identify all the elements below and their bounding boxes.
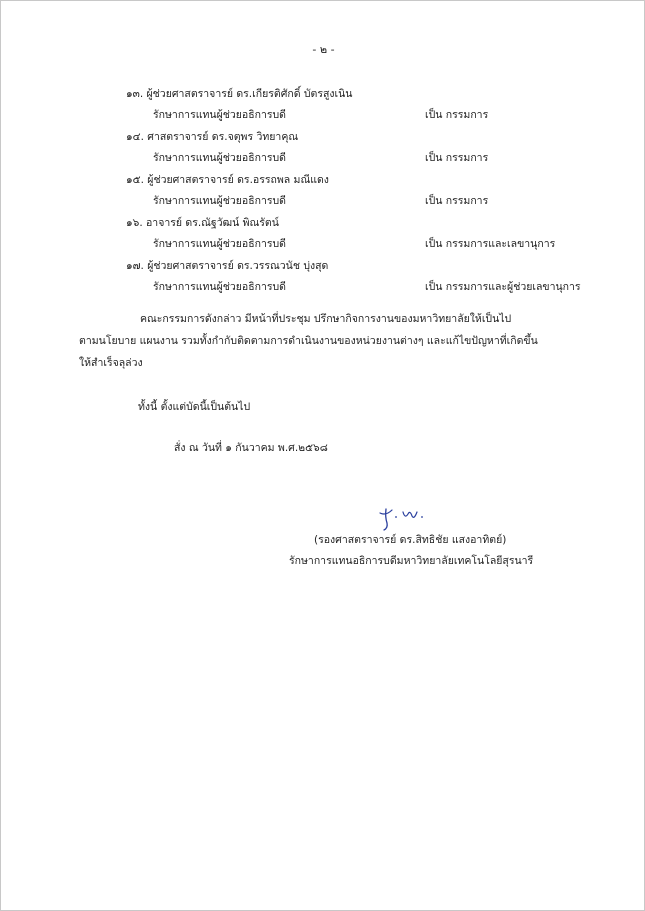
member-role: รักษาการแทนผู้ช่วยอธิการบดี — [153, 281, 286, 293]
member-position: เป็น กรรมการและเลขานุการ — [425, 238, 556, 250]
member-name: ๑๗. ผู้ช่วยศาสตราจารย์ ดร.วรรณวนัช บุ่งสุด — [126, 260, 329, 272]
member-name: ๑๔. ศาสตราจารย์ ดร.จตุพร วิทยาคุณ — [126, 131, 299, 143]
member-name: ๑๓. ผู้ช่วยศาสตราจารย์ ดร.เกียรติศักดิ์ บัตรสูงเนิน — [126, 88, 353, 100]
member-name: ๑๕. ผู้ช่วยศาสตราจารย์ ดร.อรรถพล มณีแดง — [126, 174, 329, 186]
member-role: รักษาการแทนผู้ช่วยอธิการบดี — [153, 238, 286, 250]
member-position: เป็น กรรมการและผู้ช่วยเลขานุการ — [425, 281, 581, 293]
duty-paragraph-line: ให้สำเร็จลุล่วง — [79, 357, 143, 369]
signer-name: (รองศาสตราจารย์ ดร.สิทธิชัย แสงอาทิตย์) — [314, 534, 507, 546]
duty-paragraph-line: คณะกรรมการดังกล่าว มีหน้าที่ประชุม ปรึกษากิจการงานของมหาวิทยาลัยให้เป็นไป — [140, 313, 512, 325]
member-role: รักษาการแทนผู้ช่วยอธิการบดี — [153, 109, 286, 121]
page-number: - ๒ - — [312, 43, 335, 56]
member-role: รักษาการแทนผู้ช่วยอธิการบดี — [153, 195, 286, 207]
effective-statement: ทั้งนี้ ตั้งแต่บัดนี้เป็นต้นไป — [138, 401, 251, 413]
duty-paragraph-line: ตามนโยบาย แผนงาน รวมทั้งกำกับติดตามการดำเนินงานของหน่วยงานต่างๆ และแก้ไขปัญหาที่เกิดขึ้น — [79, 335, 538, 347]
signed-date: สั่ง ณ วันที่ ๑ กันวาคม พ.ศ.๒๕๖๘ — [174, 442, 328, 454]
member-role: รักษาการแทนผู้ช่วยอธิการบดี — [153, 152, 286, 164]
member-position: เป็น กรรมการ — [425, 152, 489, 164]
member-position: เป็น กรรมการ — [425, 109, 489, 121]
member-position: เป็น กรรมการ — [425, 195, 489, 207]
handwritten-signature — [376, 505, 436, 531]
member-name: ๑๖. อาจารย์ ดร.ณัฐวัฒน์ พิณรัตน์ — [126, 217, 279, 229]
signer-title: รักษาการแทนอธิการบดีมหาวิทยาลัยเทคโนโลยีสุรนารี — [289, 555, 534, 567]
